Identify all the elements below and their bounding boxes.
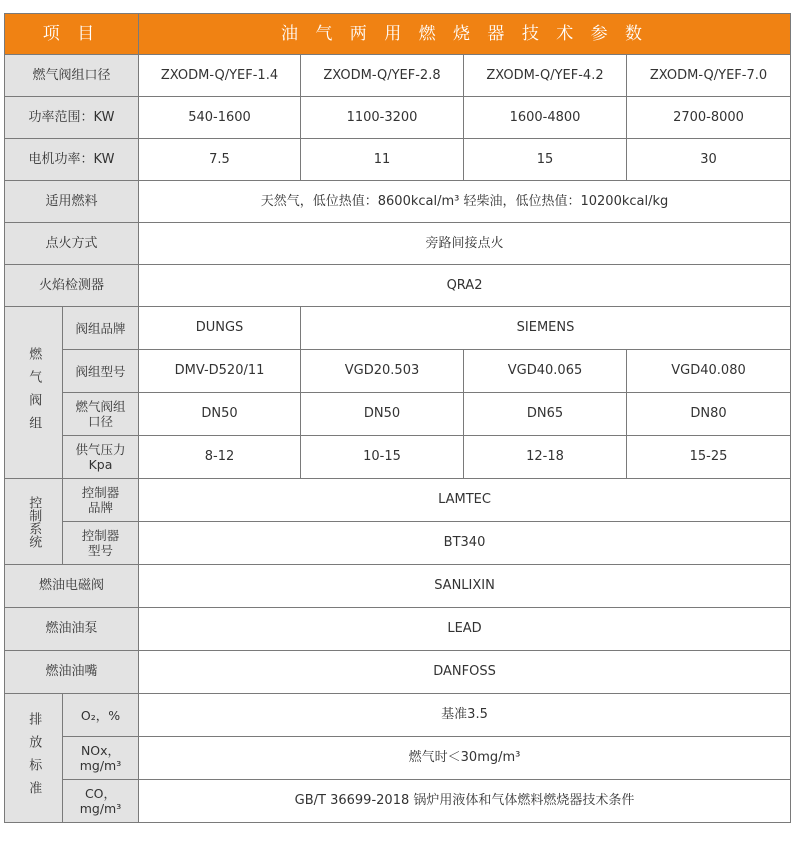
row-label: 控制器 品牌 xyxy=(63,479,139,522)
cell: SANLIXIN xyxy=(139,565,791,608)
table-row xyxy=(5,479,791,522)
table-row xyxy=(5,350,791,393)
row-label: O₂，% xyxy=(63,694,139,737)
cell: 8-12 xyxy=(139,436,301,479)
cell: SIEMENS xyxy=(301,307,791,350)
table-row xyxy=(5,97,791,139)
cell: 15 xyxy=(464,139,627,181)
row-label: 燃油油嘴 xyxy=(5,651,139,694)
cell: VGD40.065 xyxy=(464,350,627,393)
cell: DN50 xyxy=(301,393,464,436)
cell: DN80 xyxy=(627,393,791,436)
row-label: CO， mg/m³ xyxy=(63,780,139,823)
row-label: 点火方式 xyxy=(5,223,139,265)
group-label-control xyxy=(5,479,63,565)
table-row xyxy=(5,737,791,780)
cell: GB/T 36699-2018 锅炉用液体和气体燃料燃烧器技术条件 xyxy=(139,780,791,823)
table-row xyxy=(5,307,791,350)
table-row xyxy=(5,223,791,265)
row-label: 火焰检测器 xyxy=(5,265,139,307)
group-label-gas-valve xyxy=(5,307,63,479)
table-row xyxy=(5,565,791,608)
cell: 10-15 xyxy=(301,436,464,479)
cell: 2700-8000 xyxy=(627,97,791,139)
group-label-text: 排放标准 xyxy=(26,712,42,804)
cell: BT340 xyxy=(139,522,791,565)
cell: 天然气，低位热值：8600kcal/m³ 轻柴油，低位热值：10200kcal/kg xyxy=(139,181,791,223)
table-row xyxy=(5,608,791,651)
header-row xyxy=(5,14,791,55)
cell: VGD40.080 xyxy=(627,350,791,393)
row-label: 燃油油泵 xyxy=(5,608,139,651)
cell: 燃气时＜30mg/m³ xyxy=(139,737,791,780)
group-label-emission xyxy=(5,694,63,823)
cell: 11 xyxy=(301,139,464,181)
table-row xyxy=(5,181,791,223)
table-row xyxy=(5,436,791,479)
table-row xyxy=(5,522,791,565)
row-label: 功率范围：KW xyxy=(5,97,139,139)
cell: 1100-3200 xyxy=(301,97,464,139)
cell: DN50 xyxy=(139,393,301,436)
cell: ZXODM-Q/YEF-4.2 xyxy=(464,55,627,97)
cell: DN65 xyxy=(464,393,627,436)
table-row xyxy=(5,651,791,694)
cell: 540-1600 xyxy=(139,97,301,139)
cell: 12-18 xyxy=(464,436,627,479)
group-label-text: 燃气阀组 xyxy=(26,346,42,439)
table-row xyxy=(5,55,791,97)
row-label: 燃气阀组 口径 xyxy=(63,393,139,436)
cell: 30 xyxy=(627,139,791,181)
cell: 基准3.5 xyxy=(139,694,791,737)
table-row xyxy=(5,393,791,436)
cell: 15-25 xyxy=(627,436,791,479)
cell: LEAD xyxy=(139,608,791,651)
cell: ZXODM-Q/YEF-1.4 xyxy=(139,55,301,97)
cell: 7.5 xyxy=(139,139,301,181)
table-row xyxy=(5,265,791,307)
header-item: 项 目 xyxy=(5,14,139,55)
row-label: 阀组品牌 xyxy=(63,307,139,350)
row-label: 供气压力 Kpa xyxy=(63,436,139,479)
row-label: 燃气阀组口径 xyxy=(5,55,139,97)
row-label: 燃油电磁阀 xyxy=(5,565,139,608)
burner-spec-table xyxy=(4,13,791,823)
cell: ZXODM-Q/YEF-2.8 xyxy=(301,55,464,97)
row-label: 电机功率：KW xyxy=(5,139,139,181)
row-label: 适用燃料 xyxy=(5,181,139,223)
cell: VGD20.503 xyxy=(301,350,464,393)
header-title: 油 气 两 用 燃 烧 器 技 术 参 数 xyxy=(139,14,791,55)
cell: DMV-D520/11 xyxy=(139,350,301,393)
cell: 1600-4800 xyxy=(464,97,627,139)
cell: DUNGS xyxy=(139,307,301,350)
table-row xyxy=(5,139,791,181)
cell: LAMTEC xyxy=(139,479,791,522)
cell: QRA2 xyxy=(139,265,791,307)
table-row xyxy=(5,694,791,737)
row-label: 阀组型号 xyxy=(63,350,139,393)
cell: ZXODM-Q/YEF-7.0 xyxy=(627,55,791,97)
cell: DANFOSS xyxy=(139,651,791,694)
table-row xyxy=(5,780,791,823)
row-label: NOx， mg/m³ xyxy=(63,737,139,780)
cell: 旁路间接点火 xyxy=(139,223,791,265)
row-label: 控制器 型号 xyxy=(63,522,139,565)
group-label-text: 控制系统 xyxy=(26,495,42,548)
